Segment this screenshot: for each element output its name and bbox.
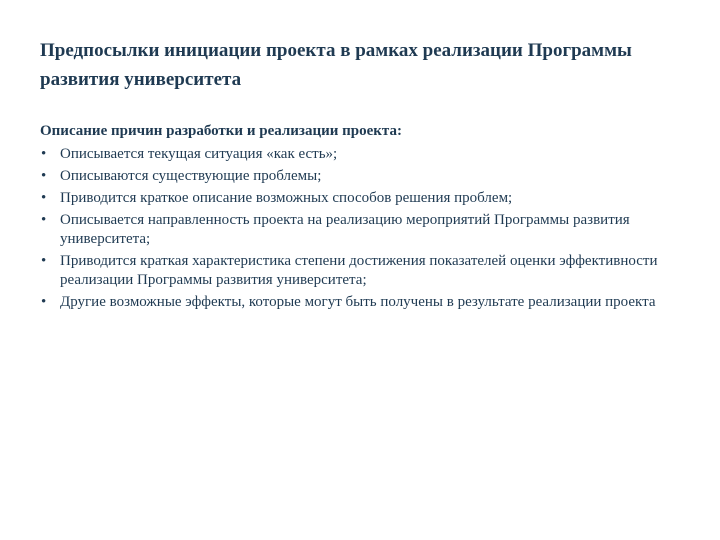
list-item: [40, 145, 660, 164]
list-item: [40, 189, 660, 208]
list-item-text: Описываются существующие проблемы;: [60, 168, 322, 184]
list-item: [40, 211, 660, 249]
list-item: [40, 252, 660, 290]
bullet-icon: •: [41, 212, 47, 228]
section-heading: Описание причин разработки и реализации проекта:: [40, 123, 402, 139]
list-item-text: Другие возможные эффекты, которые могут быть получены в результате реализации проекта: [60, 294, 656, 310]
bullet-icon: •: [41, 168, 47, 184]
bullet-list: [40, 145, 680, 312]
bullet-icon: •: [41, 253, 47, 269]
list-item-text: Описывается направленность проекта на реализацию мероприятий Программы развития университета;: [60, 212, 630, 247]
list-item: [40, 293, 660, 312]
list-item: [40, 167, 660, 186]
slide-title: Предпосылки инициации проекта в рамках реализации Программы развития университета: [40, 40, 632, 90]
list-item-text: Приводится краткая характеристика степени достижения показателей оценки эффективности реализации Программы развития университета;: [60, 253, 658, 288]
bullet-icon: •: [41, 146, 47, 162]
list-item-text: Описывается текущая ситуация «как есть»;: [60, 146, 338, 162]
bullet-icon: •: [41, 294, 47, 310]
list-item-text: Приводится краткое описание возможных способов решения проблем;: [60, 190, 513, 206]
bullet-icon: •: [41, 190, 47, 206]
